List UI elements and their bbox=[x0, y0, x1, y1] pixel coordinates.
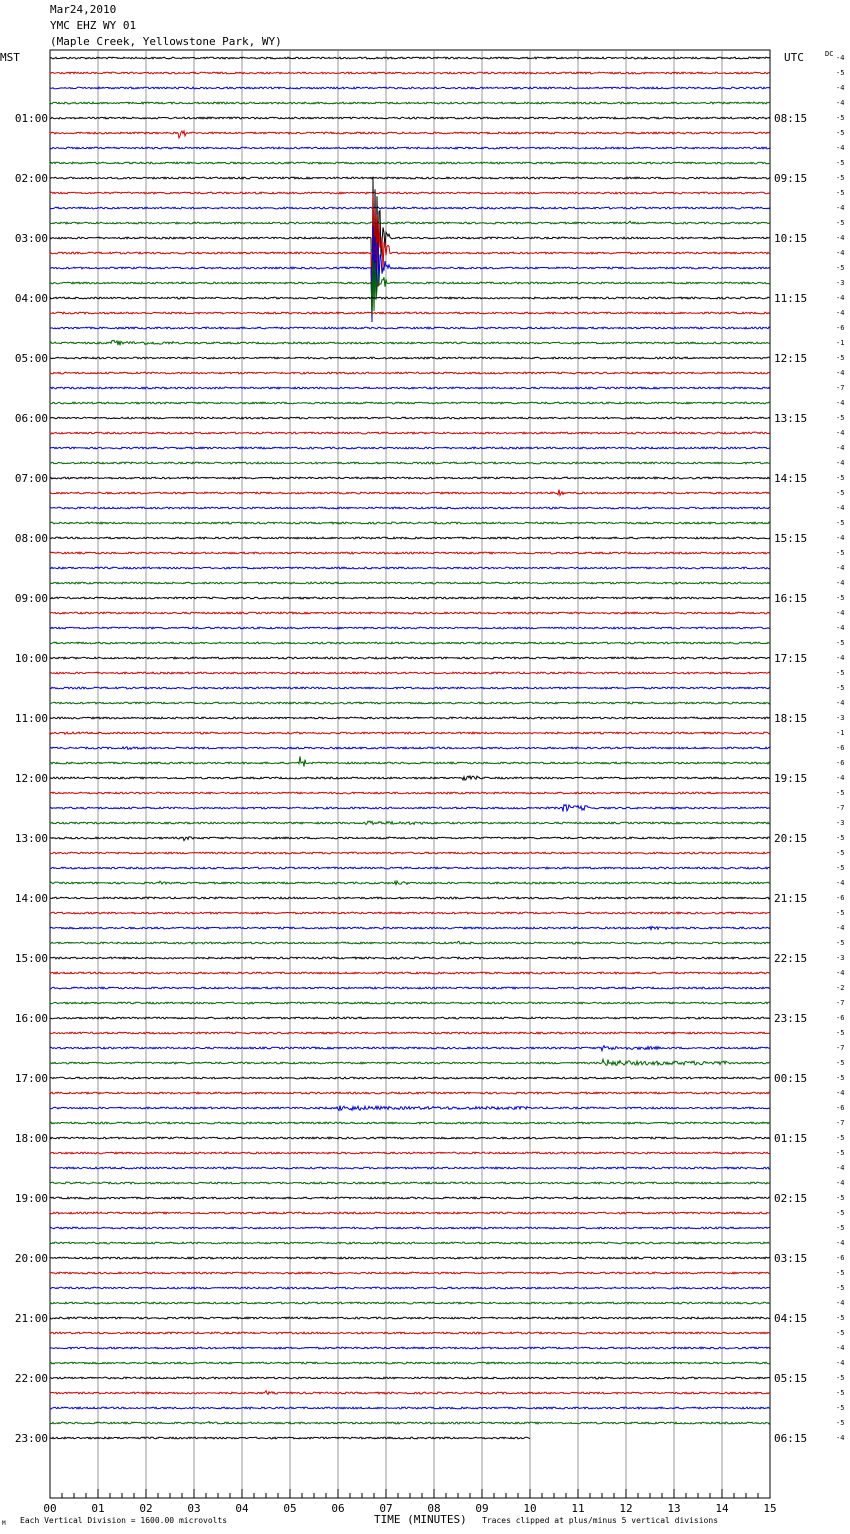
left-hour-label: 23:00 bbox=[14, 1432, 48, 1445]
dc-offset-label: -7 bbox=[836, 1119, 845, 1127]
dc-offset-label: -5 bbox=[836, 474, 845, 482]
trace-row bbox=[50, 192, 770, 194]
trace-row bbox=[50, 926, 770, 929]
scale-note: Each Vertical Division = 1600.00 microvolts bbox=[20, 1516, 228, 1525]
trace-row bbox=[50, 1167, 770, 1169]
x-tick-label: 08 bbox=[427, 1502, 441, 1515]
trace-row bbox=[50, 1317, 770, 1319]
dc-offset-label: -5 bbox=[836, 864, 845, 872]
trace-row bbox=[50, 756, 770, 766]
dc-offset-label: -4 bbox=[836, 84, 845, 92]
dc-offset-label: -4 bbox=[836, 369, 845, 377]
dc-offset-label: -5 bbox=[836, 849, 845, 857]
trace-row bbox=[50, 117, 770, 119]
trace-row bbox=[50, 537, 770, 539]
station-label: YMC EHZ WY 01 bbox=[50, 19, 137, 32]
trace-row bbox=[50, 805, 770, 812]
dc-offset-label: -4 bbox=[836, 234, 845, 242]
right-hour-label: 01:15 bbox=[774, 1132, 808, 1145]
x-tick-label: 05 bbox=[283, 1502, 297, 1515]
x-tick-label: 07 bbox=[379, 1502, 393, 1515]
trace-row bbox=[50, 1152, 770, 1154]
dc-offset-label: -7 bbox=[836, 384, 845, 392]
left-hour-label: 04:00 bbox=[14, 292, 48, 305]
dc-offset-label: -3 bbox=[836, 714, 845, 722]
dc-offset-label: -6 bbox=[836, 1014, 845, 1022]
trace-row bbox=[50, 387, 770, 389]
dc-offset-label: -5 bbox=[836, 354, 845, 362]
dc-offset-label: -2 bbox=[836, 984, 845, 992]
dc-offset-label: -4 bbox=[836, 54, 845, 62]
left-hour-label: 09:00 bbox=[14, 592, 48, 605]
trace-row bbox=[50, 372, 770, 374]
trace-row bbox=[50, 837, 770, 841]
dc-offset-label: -6 bbox=[836, 1254, 845, 1262]
dc-offset-label: -4 bbox=[836, 1344, 845, 1352]
dc-offset-label: -5 bbox=[836, 789, 845, 797]
trace-row bbox=[50, 522, 770, 524]
trace-row bbox=[50, 1032, 770, 1034]
trace-row bbox=[50, 672, 770, 674]
trace-row bbox=[50, 732, 770, 734]
x-tick-label: 15 bbox=[763, 1502, 777, 1515]
trace-row bbox=[50, 432, 770, 434]
dc-offset-label: -4 bbox=[836, 294, 845, 302]
left-hour-label: 03:00 bbox=[14, 232, 48, 245]
trace-row bbox=[50, 582, 770, 584]
right-hour-label: 06:15 bbox=[774, 1432, 808, 1445]
left-hour-label: 12:00 bbox=[14, 772, 48, 785]
dc-offset-label: -5 bbox=[836, 1224, 845, 1232]
dc-offset-label: -4 bbox=[836, 504, 845, 512]
x-tick-label: 00 bbox=[43, 1502, 57, 1515]
trace-row bbox=[50, 340, 770, 345]
trace-row bbox=[50, 627, 770, 629]
trace-row bbox=[50, 221, 770, 224]
left-hour-label: 16:00 bbox=[14, 1012, 48, 1025]
trace-row bbox=[50, 1182, 770, 1184]
dc-offset-label: -5 bbox=[836, 519, 845, 527]
trace-row bbox=[50, 178, 770, 315]
trace-row bbox=[50, 702, 770, 704]
dc-offset-label: -5 bbox=[836, 549, 845, 557]
x-tick-label: 14 bbox=[715, 1502, 729, 1515]
dc-offset-label: -4 bbox=[836, 204, 845, 212]
dc-offset-label: -4 bbox=[836, 1239, 845, 1247]
dc-offset-label: -6 bbox=[836, 894, 845, 902]
trace-row bbox=[50, 417, 770, 419]
dc-offset-label: -4 bbox=[836, 144, 845, 152]
dc-offset-label: -5 bbox=[836, 1404, 845, 1412]
x-tick-label: 06 bbox=[331, 1502, 345, 1515]
trace-row bbox=[50, 147, 770, 149]
left-hour-label: 10:00 bbox=[14, 652, 48, 665]
x-tick-label: 13 bbox=[667, 1502, 681, 1515]
dc-offset-label: -3 bbox=[836, 954, 845, 962]
dc-offset-label: -4 bbox=[836, 699, 845, 707]
trace-row bbox=[50, 821, 770, 825]
dc-offset-label: -5 bbox=[836, 414, 845, 422]
left-hour-label: 19:00 bbox=[14, 1192, 48, 1205]
trace-row bbox=[50, 357, 770, 359]
trace-row bbox=[50, 477, 770, 479]
trace-row bbox=[50, 642, 770, 644]
right-hour-label: 21:15 bbox=[774, 892, 808, 905]
trace-row bbox=[50, 1272, 770, 1274]
trace-row bbox=[50, 881, 770, 885]
left-hour-label: 07:00 bbox=[14, 472, 48, 485]
right-hour-label: 19:15 bbox=[774, 772, 808, 785]
dc-offset-label: -4 bbox=[836, 969, 845, 977]
right-hour-label: 00:15 bbox=[774, 1072, 808, 1085]
right-hour-label: 02:15 bbox=[774, 1192, 808, 1205]
left-hour-label: 17:00 bbox=[14, 1072, 48, 1085]
dc-offset-label: -5 bbox=[836, 129, 845, 137]
dc-offset-label: -6 bbox=[836, 744, 845, 752]
left-hour-label: 21:00 bbox=[14, 1312, 48, 1325]
trace-row bbox=[50, 1017, 770, 1019]
dc-offset-label: -5 bbox=[836, 1194, 845, 1202]
trace-row bbox=[50, 1197, 770, 1199]
trace-row bbox=[50, 297, 770, 299]
trace-row bbox=[50, 747, 770, 750]
dc-offset-label: -4 bbox=[836, 1164, 845, 1172]
dc-offset-label: -6 bbox=[836, 324, 845, 332]
dc-offset-label: -5 bbox=[836, 189, 845, 197]
left-hour-label: 06:00 bbox=[14, 412, 48, 425]
right-hour-label: 22:15 bbox=[774, 952, 808, 965]
dc-offset-label: -4 bbox=[836, 1299, 845, 1307]
dc-offset-label: -4 bbox=[836, 624, 845, 632]
x-tick-label: 04 bbox=[235, 1502, 249, 1515]
trace-row bbox=[50, 1077, 770, 1079]
dc-offset-label: -5 bbox=[836, 1074, 845, 1082]
dc-offset-label: -5 bbox=[836, 1029, 845, 1037]
dc-offset-label: -4 bbox=[836, 444, 845, 452]
trace-row bbox=[50, 1046, 770, 1051]
trace-row bbox=[50, 177, 770, 179]
trace-row bbox=[50, 57, 770, 59]
trace-row bbox=[50, 867, 770, 869]
dc-offset-label: -4 bbox=[836, 879, 845, 887]
trace-row bbox=[50, 941, 770, 944]
dc-offset-label: -4 bbox=[836, 459, 845, 467]
dc-offset-label: -4 bbox=[836, 564, 845, 572]
dc-offset-label: -5 bbox=[836, 1389, 845, 1397]
trace-row bbox=[50, 1407, 770, 1409]
left-hour-label: 01:00 bbox=[14, 112, 48, 125]
x-tick-label: 03 bbox=[187, 1502, 201, 1515]
right-hour-label: 23:15 bbox=[774, 1012, 808, 1025]
dc-offset-label: -5 bbox=[836, 1419, 845, 1427]
trace-row bbox=[50, 72, 770, 74]
dc-offset-label: -4 bbox=[836, 1359, 845, 1367]
dc-offset-label: -4 bbox=[836, 1434, 845, 1442]
right-hour-label: 12:15 bbox=[774, 352, 808, 365]
trace-row bbox=[50, 102, 770, 104]
left-hour-label: 20:00 bbox=[14, 1252, 48, 1265]
trace-row bbox=[50, 552, 770, 554]
right-hour-label: 11:15 bbox=[774, 292, 808, 305]
trace-row bbox=[50, 1332, 770, 1334]
trace-row bbox=[50, 507, 770, 509]
trace-row bbox=[50, 1227, 770, 1229]
dc-offset-label: -5 bbox=[836, 909, 845, 917]
trace-row bbox=[50, 957, 770, 959]
dc-offset-label: -5 bbox=[836, 174, 845, 182]
trace-row bbox=[50, 1242, 770, 1244]
dc-offset-label: -4 bbox=[836, 534, 845, 542]
dc-label: DC bbox=[825, 50, 834, 58]
dc-offset-label: -4 bbox=[836, 399, 845, 407]
right-hour-label: 10:15 bbox=[774, 232, 808, 245]
dc-offset-label: -4 bbox=[836, 924, 845, 932]
left-hour-label: 11:00 bbox=[14, 712, 48, 725]
trace-row bbox=[50, 1257, 770, 1259]
trace-row bbox=[50, 226, 770, 322]
dc-offset-label: -5 bbox=[836, 264, 845, 272]
trace-row bbox=[50, 972, 770, 974]
trace-row bbox=[50, 612, 770, 614]
trace-row bbox=[50, 792, 770, 794]
dc-offset-label: -5 bbox=[836, 669, 845, 677]
trace-row bbox=[50, 567, 770, 569]
right-hour-label: 03:15 bbox=[774, 1252, 808, 1265]
left-hour-label: 08:00 bbox=[14, 532, 48, 545]
x-axis-title: TIME (MINUTES) bbox=[374, 1513, 467, 1526]
right-hour-label: 15:15 bbox=[774, 532, 808, 545]
trace-row bbox=[50, 462, 770, 464]
right-hour-label: 18:15 bbox=[774, 712, 808, 725]
trace-row bbox=[50, 776, 770, 780]
trace-row bbox=[50, 1287, 770, 1289]
x-tick-label: 01 bbox=[91, 1502, 105, 1515]
dc-offset-label: -5 bbox=[836, 1314, 845, 1322]
x-tick-label: 02 bbox=[139, 1502, 153, 1515]
dc-offset-label: -4 bbox=[836, 429, 845, 437]
left-hour-label: 22:00 bbox=[14, 1372, 48, 1385]
trace-row bbox=[50, 1002, 770, 1004]
trace-row bbox=[50, 1059, 770, 1065]
dc-offset-label: -6 bbox=[836, 759, 845, 767]
right-hour-label: 17:15 bbox=[774, 652, 808, 665]
left-hour-label: 05:00 bbox=[14, 352, 48, 365]
trace-row bbox=[50, 1302, 770, 1304]
dc-offset-label: -5 bbox=[836, 639, 845, 647]
dc-offset-label: -5 bbox=[836, 834, 845, 842]
right-timezone-label: UTC bbox=[784, 51, 804, 64]
trace-row bbox=[50, 1137, 770, 1139]
dc-offset-label: -5 bbox=[836, 1134, 845, 1142]
trace-row bbox=[50, 490, 770, 496]
dc-offset-label: -4 bbox=[836, 774, 845, 782]
trace-row bbox=[50, 987, 770, 989]
trace-row bbox=[50, 717, 770, 719]
dc-offset-label: -5 bbox=[836, 1059, 845, 1067]
dc-offset-label: -7 bbox=[836, 999, 845, 1007]
dc-offset-label: -5 bbox=[836, 939, 845, 947]
trace-row bbox=[50, 402, 770, 404]
date-label: Mar24,2010 bbox=[50, 3, 117, 16]
right-hour-label: 13:15 bbox=[774, 412, 808, 425]
left-hour-label: 13:00 bbox=[14, 832, 48, 845]
right-hour-label: 05:15 bbox=[774, 1372, 808, 1385]
left-hour-label: 02:00 bbox=[14, 172, 48, 185]
trace-row bbox=[50, 912, 770, 914]
left-hour-label: 15:00 bbox=[14, 952, 48, 965]
dc-offset-label: -5 bbox=[836, 159, 845, 167]
right-hour-label: 16:15 bbox=[774, 592, 808, 605]
dc-offset-label: -6 bbox=[836, 1104, 845, 1112]
clip-note: Traces clipped at plus/minus 5 vertical divisions bbox=[482, 1516, 719, 1525]
dc-offset-label: -5 bbox=[836, 594, 845, 602]
dc-offset-label: -4 bbox=[836, 609, 845, 617]
right-hour-label: 08:15 bbox=[774, 112, 808, 125]
trace-row bbox=[50, 852, 770, 854]
trace-row bbox=[50, 597, 770, 599]
trace-row bbox=[50, 1422, 770, 1424]
dc-offset-label: -5 bbox=[836, 69, 845, 77]
dc-offset-label: -5 bbox=[836, 1284, 845, 1292]
dc-offset-label: -5 bbox=[836, 1269, 845, 1277]
trace-row bbox=[50, 657, 770, 659]
trace-row bbox=[50, 194, 770, 318]
dc-offset-label: -5 bbox=[836, 1374, 845, 1382]
trace-row bbox=[50, 1212, 770, 1214]
right-hour-label: 09:15 bbox=[774, 172, 808, 185]
dc-offset-label: -4 bbox=[836, 99, 845, 107]
dc-offset-label: -7 bbox=[836, 1044, 845, 1052]
trace-row bbox=[50, 131, 770, 138]
trace-row bbox=[50, 1092, 770, 1094]
dc-offset-label: -5 bbox=[836, 1209, 845, 1217]
trace-row bbox=[50, 1391, 770, 1395]
x-tick-label: 12 bbox=[619, 1502, 633, 1515]
left-hour-label: 14:00 bbox=[14, 892, 48, 905]
dc-offset-label: -5 bbox=[836, 114, 845, 122]
trace-row bbox=[50, 1122, 770, 1124]
right-hour-label: 20:15 bbox=[774, 832, 808, 845]
dc-offset-label: -5 bbox=[836, 489, 845, 497]
right-hour-label: 04:15 bbox=[774, 1312, 808, 1325]
x-tick-label: 09 bbox=[475, 1502, 489, 1515]
dc-offset-label: -4 bbox=[836, 654, 845, 662]
dc-offset-label: -4 bbox=[836, 579, 845, 587]
trace-row bbox=[50, 312, 770, 314]
trace-row bbox=[50, 1362, 770, 1364]
trace-row bbox=[50, 1377, 770, 1379]
trace-row bbox=[50, 1106, 770, 1111]
dc-offset-label: -1 bbox=[836, 339, 845, 347]
right-hour-label: 14:15 bbox=[774, 472, 808, 485]
x-tick-label: 11 bbox=[571, 1502, 585, 1515]
dc-offset-label: -3 bbox=[836, 279, 845, 287]
corner-mark: M bbox=[2, 1520, 6, 1527]
dc-offset-label: -4 bbox=[836, 309, 845, 317]
left-timezone-label: MST bbox=[0, 51, 20, 64]
location-label: (Maple Creek, Yellowstone Park, WY) bbox=[50, 35, 282, 48]
dc-offset-label: -5 bbox=[836, 219, 845, 227]
dc-offset-label: -5 bbox=[836, 684, 845, 692]
trace-row bbox=[50, 327, 770, 329]
x-tick-label: 10 bbox=[523, 1502, 537, 1515]
dc-offset-label: -1 bbox=[836, 729, 845, 737]
trace-row bbox=[50, 687, 770, 689]
trace-row bbox=[50, 87, 770, 89]
dc-offset-label: -5 bbox=[836, 1149, 845, 1157]
trace-row bbox=[50, 1347, 770, 1349]
trace-row bbox=[50, 897, 770, 899]
dc-offset-label: -7 bbox=[836, 804, 845, 812]
trace-row bbox=[50, 447, 770, 449]
trace-row bbox=[50, 207, 770, 209]
dc-offset-label: -4 bbox=[836, 1089, 845, 1097]
left-hour-label: 18:00 bbox=[14, 1132, 48, 1145]
dc-offset-label: -5 bbox=[836, 1329, 845, 1337]
dc-offset-label: -4 bbox=[836, 1179, 845, 1187]
dc-offset-label: -3 bbox=[836, 819, 845, 827]
dc-offset-label: -4 bbox=[836, 249, 845, 257]
trace-row bbox=[50, 162, 770, 164]
